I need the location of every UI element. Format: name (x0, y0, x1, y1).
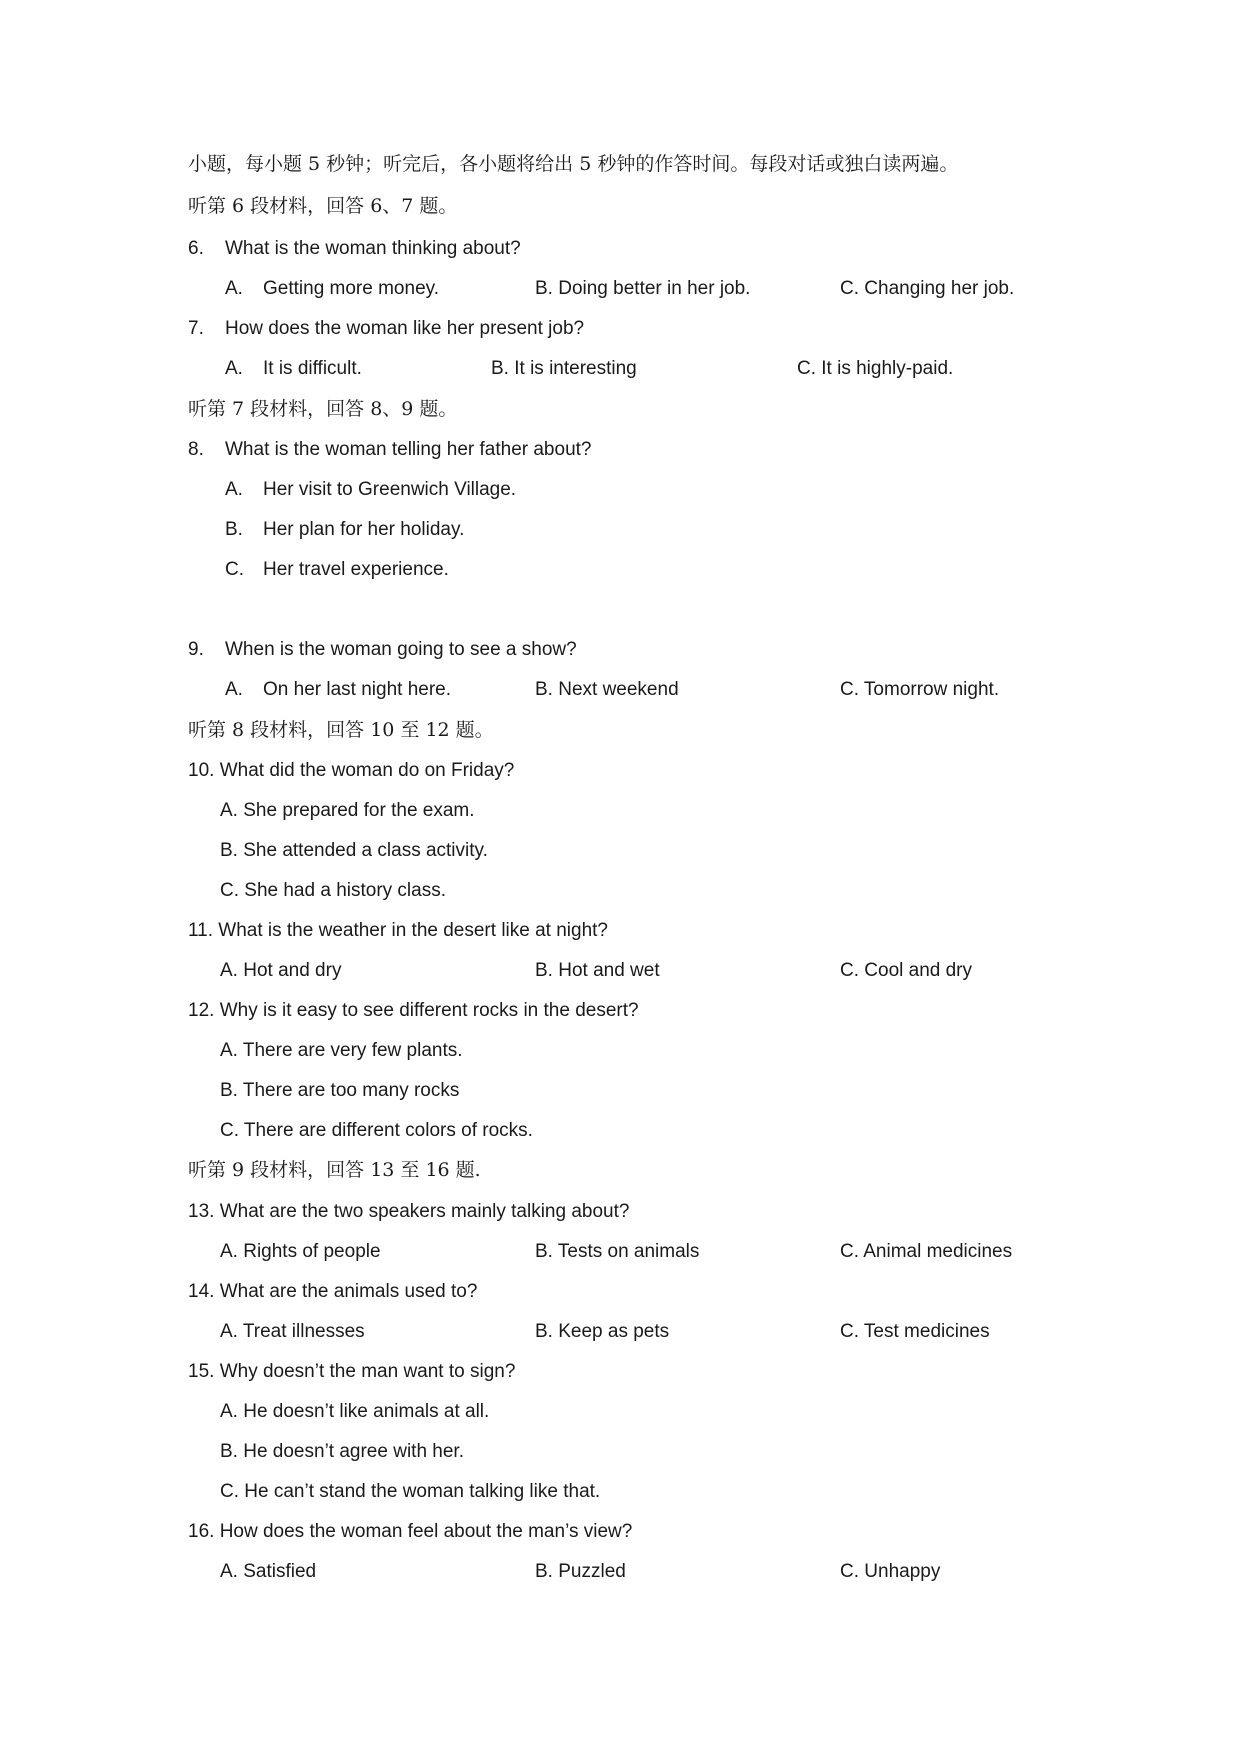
option-b: B. Hot and wet (535, 960, 660, 981)
instructions-line: 小题，每小题 5 秒钟；听完后，各小题将给出 5 秒钟的作答时间。每段对话或独白读两遍。 (188, 153, 959, 175)
section-9-heading: 听第 9 段材料，回答 13 至 16 题. (188, 1159, 481, 1181)
question-number: 9. (188, 639, 204, 660)
option-c: C. She had a history class. (220, 880, 446, 901)
option-b: B. Next weekend (535, 679, 679, 700)
question-14: 14. What are the animals used to? (188, 1281, 478, 1302)
option-letter: B. (225, 519, 243, 540)
question-text: What is the woman telling her father about? (225, 439, 592, 460)
option-a: A. Hot and dry (220, 960, 342, 981)
option-b: B. It is interesting (491, 358, 637, 379)
option-c: C. Test medicines (840, 1321, 990, 1342)
option-text: Her plan for her holiday. (263, 519, 465, 540)
option-b: B. Puzzled (535, 1561, 626, 1582)
question-text: How does the woman like her present job? (225, 318, 585, 339)
question-text: What is the woman thinking about? (225, 238, 521, 259)
option-a: A. She prepared for the exam. (220, 800, 475, 821)
question-number: 7. (188, 318, 204, 339)
option-text: It is difficult. (263, 358, 362, 379)
question-10: 10. What did the woman do on Friday? (188, 760, 515, 781)
section-7-heading: 听第 7 段材料，回答 8、9 题。 (188, 398, 458, 420)
option-text: Getting more money. (263, 278, 440, 299)
question-15: 15. Why doesn’t the man want to sign? (188, 1361, 516, 1382)
option-c: C. There are different colors of rocks. (220, 1120, 533, 1141)
option-letter: A. (225, 278, 243, 299)
option-a: A. Treat illnesses (220, 1321, 365, 1342)
option-c: C. He can’t stand the woman talking like that. (220, 1481, 601, 1502)
option-c: C. Animal medicines (840, 1241, 1013, 1262)
option-a: A. Rights of people (220, 1241, 381, 1262)
option-b: B. She attended a class activity. (220, 840, 488, 861)
option-b: B. He doesn’t agree with her. (220, 1441, 464, 1462)
section-8-heading: 听第 8 段材料，回答 10 至 12 题。 (188, 719, 494, 741)
option-c: C. Unhappy (840, 1561, 941, 1582)
question-text: When is the woman going to see a show? (225, 639, 577, 660)
option-b: B. Tests on animals (535, 1241, 700, 1262)
question-number: 8. (188, 439, 204, 460)
option-text: On her last night here. (263, 679, 451, 700)
option-a: A. There are very few plants. (220, 1040, 463, 1061)
option-b: B. Keep as pets (535, 1321, 670, 1342)
option-letter: A. (225, 679, 243, 700)
option-c: C. Changing her job. (840, 278, 1015, 299)
option-letter: A. (225, 358, 243, 379)
option-c: C. Cool and dry (840, 960, 973, 981)
option-c: C. Tomorrow night. (840, 679, 1000, 700)
question-16: 16. How does the woman feel about the man’s view? (188, 1521, 633, 1542)
question-12: 12. Why is it easy to see different rocks in the desert? (188, 1000, 639, 1021)
option-letter: A. (225, 479, 243, 500)
option-a: A. He doesn’t like animals at all. (220, 1401, 490, 1422)
option-b: B. There are too many rocks (220, 1080, 460, 1101)
section-6-heading: 听第 6 段材料，回答 6、7 题。 (188, 195, 458, 217)
question-13: 13. What are the two speakers mainly talking about? (188, 1201, 630, 1222)
option-c: C. It is highly-paid. (797, 358, 954, 379)
option-b: B. Doing better in her job. (535, 278, 751, 299)
question-number: 6. (188, 238, 204, 259)
option-letter: C. (225, 559, 244, 580)
option-a: A. Satisfied (220, 1561, 317, 1582)
option-text: Her travel experience. (263, 559, 449, 580)
question-11: 11. What is the weather in the desert like at night? (188, 920, 608, 941)
option-text: Her visit to Greenwich Village. (263, 479, 517, 500)
